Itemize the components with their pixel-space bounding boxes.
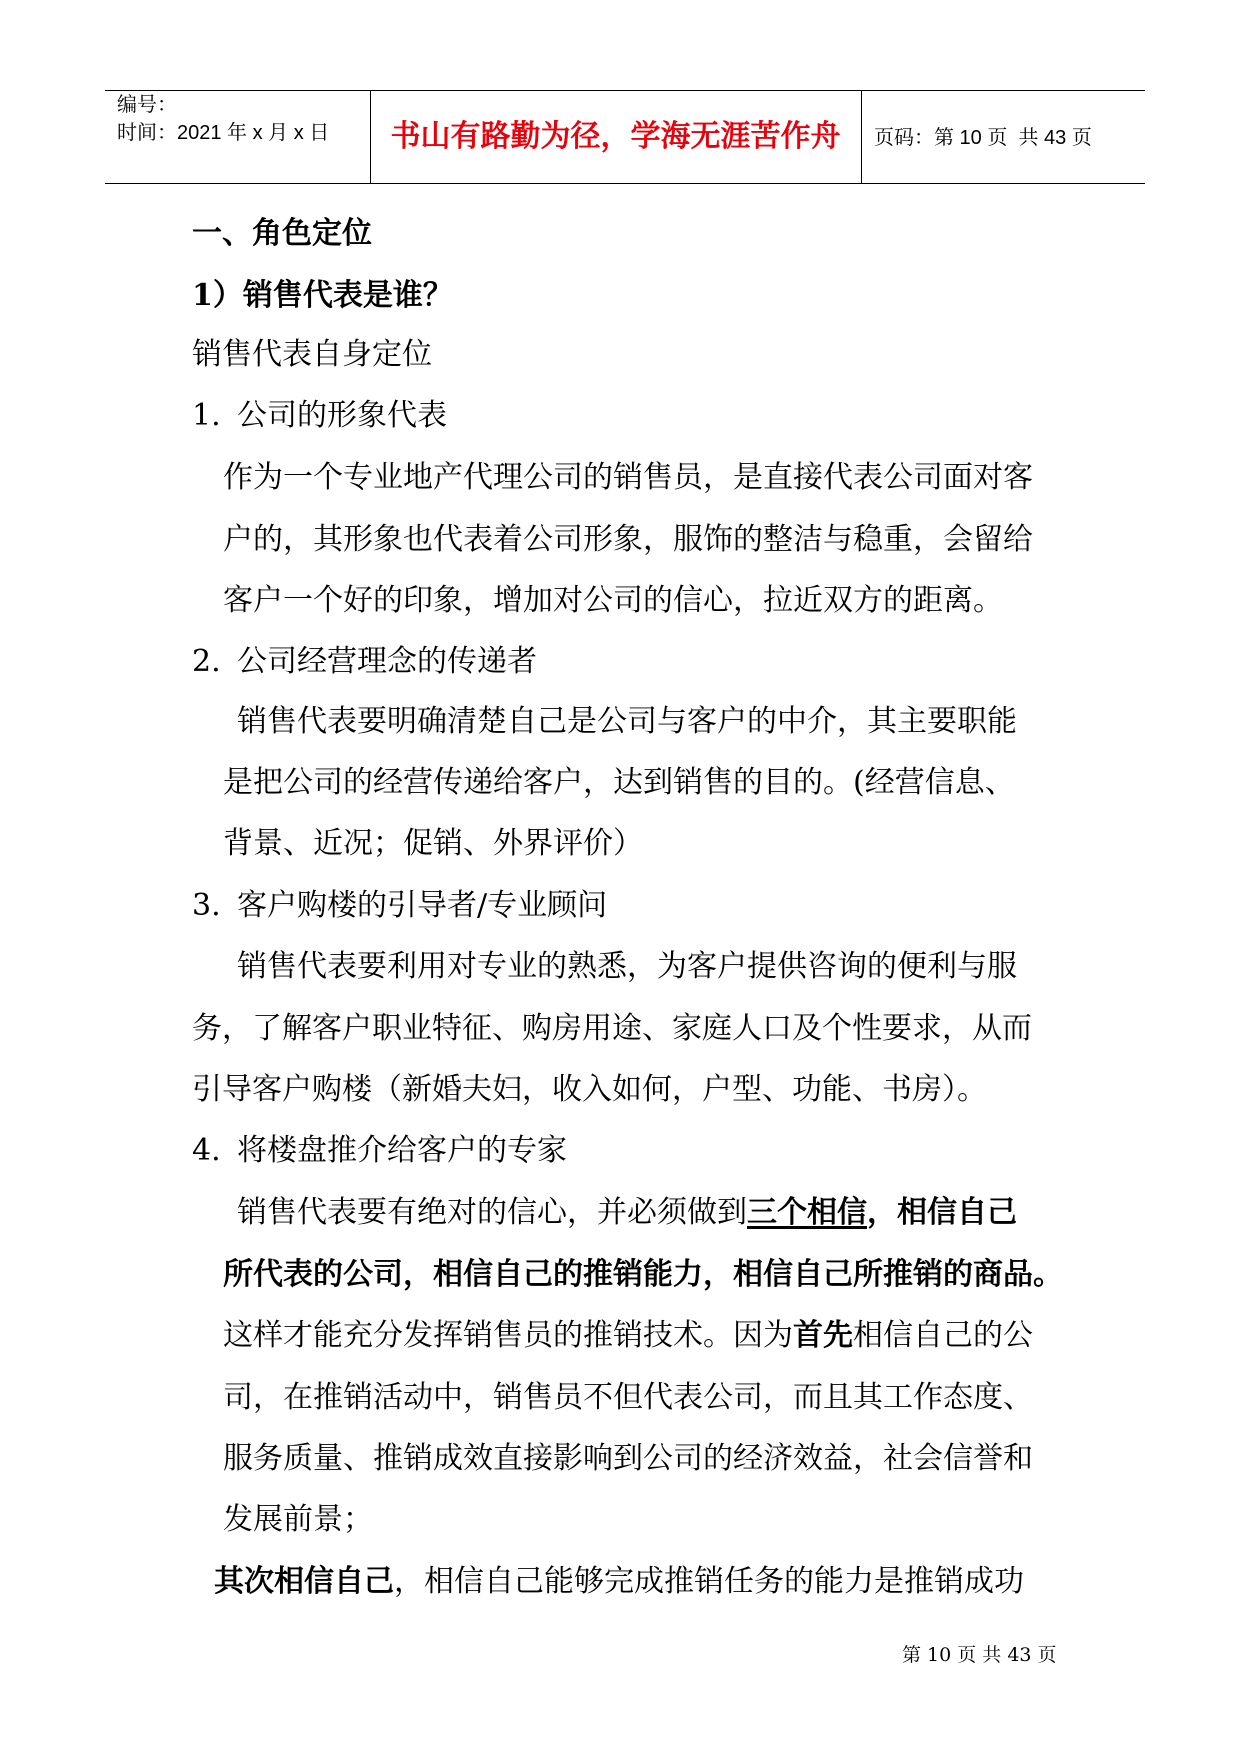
point-2-line: 是把公司的经营传递给客户，达到销售的目的。(经营信息、 (223, 765, 1015, 800)
point-1-title: 公司的形象代表 (237, 398, 447, 433)
header-bottom-rule (105, 183, 1145, 184)
text-run: 相信自己的公 (853, 1318, 1033, 1353)
point-4-line-5: 服务质量、推销成效直接影响到公司的经济效益，社会信誉和 (223, 1441, 1033, 1476)
point-3-number: 3. (192, 888, 221, 923)
header-divider-right (861, 90, 862, 183)
point-2-number: 2. (192, 644, 221, 679)
text-run: 这样才能充分发挥销售员的推销技术。因为 (223, 1318, 793, 1353)
text-run: ，相信自己能够完成推销任务的能力是推销成功 (394, 1564, 1024, 1599)
point-4-line-3 (223, 1316, 1033, 1356)
point-4-line-7 (214, 1562, 1024, 1602)
motto-banner: 书山有路勤为径，学海无涯苦作舟 (390, 119, 841, 154)
point-4-number: 4. (192, 1133, 221, 1168)
point-3-line: 引导客户购楼（新婚夫妇，收入如何，户型、功能、书房）。 (192, 1072, 987, 1107)
point-2-line: 背景、近况；促销、外界评价） (223, 826, 643, 861)
point-4-line-6: 发展前景； (223, 1502, 373, 1537)
serial-label: 编号： (117, 94, 177, 116)
footer-page-number: 第 10 页 共 43 页 (902, 1644, 1057, 1666)
point-4-line-4: 司，在推销活动中，销售员不但代表公司，而且其工作态度、 (223, 1380, 1033, 1415)
point-2-title: 公司经营理念的传递者 (237, 644, 537, 679)
point-1-number: 1. (192, 398, 221, 433)
point-3-line: 销售代表要利用对专业的熟悉，为客户提供咨询的便利与服 (237, 949, 1017, 984)
text-run: 销售代表要有绝对的信心，并必须做到 (237, 1195, 747, 1230)
point-3-line: 务，了解客户职业特征、购房用途、家庭人口及个性要求，从而 (192, 1011, 1032, 1046)
point-4-line-1 (237, 1193, 1017, 1233)
point-2-line: 销售代表要明确清楚自己是公司与客户的中介，其主要职能 (237, 704, 1017, 739)
intro-line: 销售代表自身定位 (192, 337, 432, 372)
three-beliefs-emphasis: 三个相信 (747, 1195, 867, 1230)
second-emphasis: 其次相信自己 (214, 1564, 394, 1599)
point-1-line: 客户一个好的印象，增加对公司的信心，拉近双方的距离。 (223, 583, 1003, 618)
point-4-line-2: 所代表的公司，相信自己的推销能力，相信自己所推销的商品。 (223, 1257, 1063, 1292)
header-page-info: 页码：第 10 页 共 43 页 (874, 127, 1092, 149)
header-top-rule (105, 90, 1145, 91)
first-emphasis: 首先 (793, 1318, 853, 1353)
point-3-title: 客户购楼的引导者/专业顾问 (237, 888, 608, 923)
point-4-title: 将楼盘推介给客户的专家 (237, 1133, 567, 1168)
point-1-line: 作为一个专业地产代理公司的销售员，是直接代表公司面对客 (223, 460, 1033, 495)
point-1-line: 户的，其形象也代表着公司形象，服饰的整洁与稳重，会留给 (223, 522, 1033, 557)
time-label: 时间：2021 年 x 月 x 日 (117, 122, 330, 144)
bold-run: ，相信自己 (867, 1195, 1017, 1230)
section-title: 一、角色定位 (192, 216, 372, 251)
subsection-title: 1）销售代表是谁？ (192, 278, 453, 313)
